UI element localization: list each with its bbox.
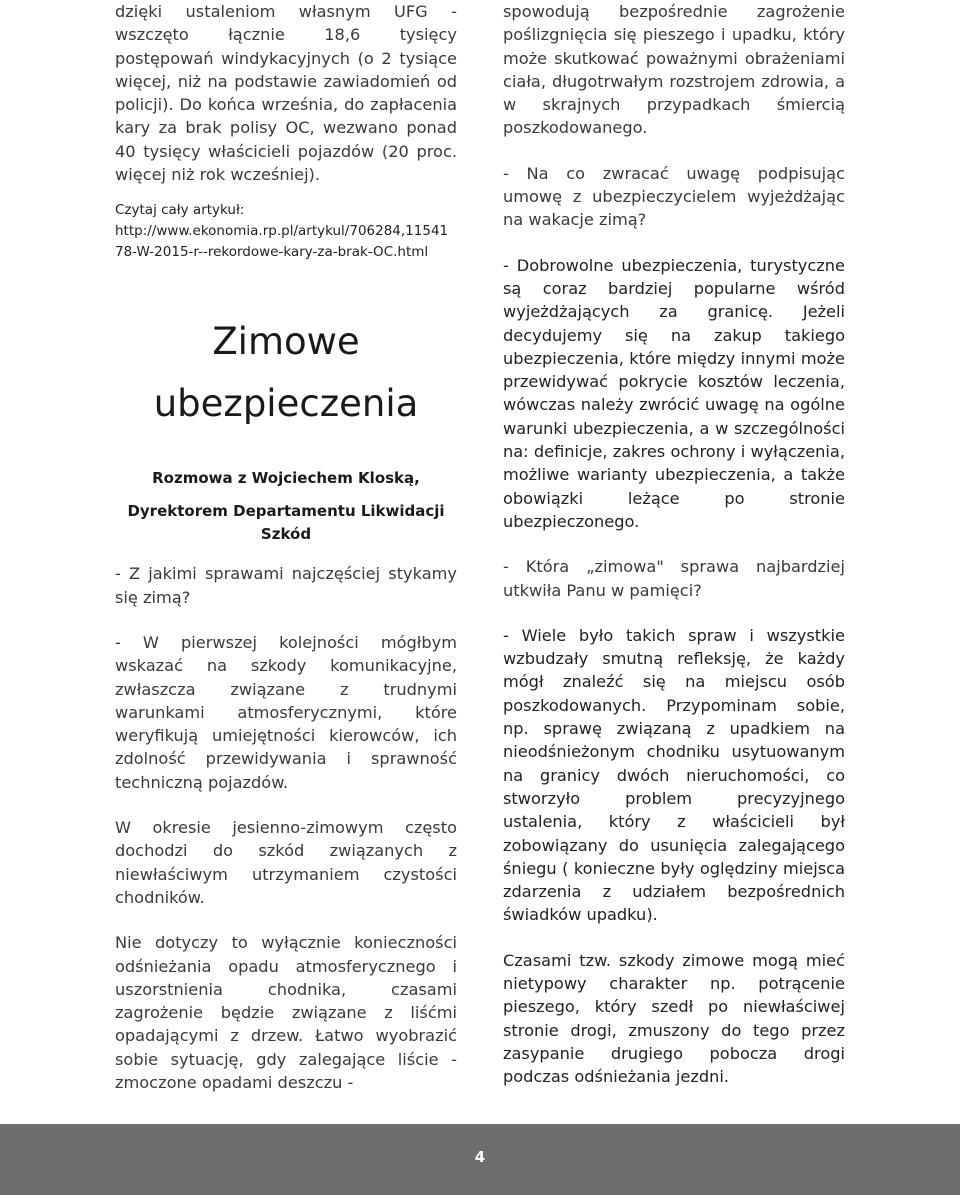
subtitle-line2: Dyrektorem Departamentu Likwidacji Szkód <box>127 502 445 544</box>
answer-1-paragraph-2: W okresie jesienno-zimowym często dochodzi do szkód związanych z niewłaściwym utrzymaniem czystości chodników. <box>115 818 457 907</box>
article-subtitle <box>115 467 457 546</box>
source-url-line1[interactable]: http://www.ekonomia.rp.pl/artykul/706284,11541 <box>115 223 449 240</box>
title-line2: ubezpieczenia <box>153 382 419 426</box>
title-line1: Zimowe <box>212 320 360 364</box>
source-url-line2[interactable]: 78-W-2015-r--rekordowe-kary-za-brak-OC.html <box>115 244 429 261</box>
intro-paragraph: dzięki ustaleniom własnym UFG - wszczęto łącznie 18,6 tysięcy postępowań windykacyjnych (o 2 tysiące więcej, niż na podstawie zawiadomień od policji). Do końca września, do zapłacenia kary za brak polisy OC, wezwano ponad 40 tysięcy właścicieli pojazdów (20 proc. więcej niż rok wcześniej). <box>115 2 457 185</box>
question-2: - Na co zwracać uwagę podpisując umowę z ubezpieczycielem wyjeżdżając na wakacje zimą? <box>503 163 845 230</box>
answer-1-continued: spowodują bezpośrednie zagrożenie poślizgnięcia się pieszego i upadku, który może skutkować poważnymi obrażeniami ciała, długotrwałym rozstrojem zdrowia, a w skrajnych przypadkach śmiercią poszkodowanego. <box>503 2 845 138</box>
article-source <box>115 200 457 263</box>
answer-3-paragraph-1: - Wiele było takich spraw i wszystkie wzbudzały smutną refleksję, że każdy mógł znaleźć się na miejscu osób poszkodowanych. Przypominam sobie, np. sprawę związaną z upadkiem na nieodśnieżonym chodniku usytuowanym na granicy dwóch nieruchomości, co stworzyło problem precyzyjnego ustalenia, który z właścicieli był zobowiązany do usunięcia zalegającego śniegu ( konieczne były oględziny miejsca zdarzenia z udziałem bezpośrednich świadków upadku). <box>503 625 845 925</box>
right-column <box>503 0 845 1088</box>
left-column <box>115 0 457 1094</box>
source-label: Czytaj cały artykuł: <box>115 202 245 219</box>
article-title <box>115 311 457 435</box>
subtitle-line1: Rozmowa z Wojciechem Kloską, <box>152 469 420 488</box>
question-3: - Która „zimowa" sprawa najbardziej utkwiła Panu w pamięci? <box>503 557 845 600</box>
answer-1-paragraph-3: Nie dotyczy to wyłącznie konieczności odśnieżania opadu atmosferycznego i uszorstnienia chodnika, czasami zagrożenie będzie związane z liśćmi opadającymi z drzew. Łatwo wyobrazić sobie sytuację, gdy zalegające liście - zmoczone opadami deszczu - <box>115 933 457 1093</box>
answer-3-paragraph-2: Czasami tzw. szkody zimowe mogą mieć nietypowy charakter np. potrącenie pieszego, który szedł po niewłaściwej stronie drogi, zmuszony do tego przez zasypanie drugiego pobocza drogi podczas odśnieżania jezdni. <box>503 950 845 1087</box>
page-footer <box>0 1124 960 1195</box>
page-number: 4 <box>474 1148 486 1166</box>
question-1: - Z jakimi sprawami najczęściej stykamy się zimą? <box>115 564 457 607</box>
answer-1-paragraph-1: - W pierwszej kolejności mógłbym wskazać na szkody komunikacyjne, zwłaszcza związane z trudnymi warunkami atmosferycznymi, które weryfikują umiejętności kierowców, ich zdolność przewidywania i sprawność techniczną pojazdów. <box>115 632 457 792</box>
answer-2: - Dobrowolne ubezpieczenia, turystyczne są coraz bardziej popularne wśród wyjeżdżających za granicę. Jeżeli decydujemy się na zakup takiego ubezpieczenia, które między innymi może przewidywać pokrycie kosztów leczenia, wówczas należy zwrócić uwagę na ogólne warunki ubezpieczenia, a w szczególności na: definicje, zakres ochrony i wyłączenia, możliwe warianty ubezpieczenia, a także obowiązki leżące po stronie ubezpieczonego. <box>503 255 845 531</box>
